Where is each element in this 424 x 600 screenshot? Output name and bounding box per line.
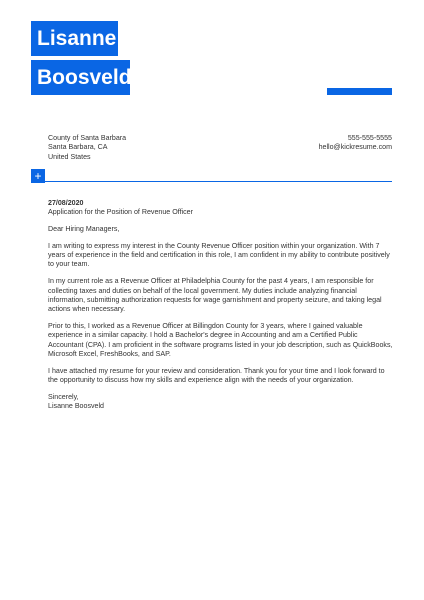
signature: Lisanne Boosveld <box>48 402 105 411</box>
phone: 555-555-5555 <box>347 134 392 142</box>
email: hello@kickresume.com <box>318 143 392 152</box>
letter-body <box>48 199 393 419</box>
closing: Sincerely, <box>48 392 79 401</box>
address-line: United States <box>48 152 91 161</box>
last-name: Boosveld <box>31 60 130 95</box>
address-line: County of Santa Barbara <box>48 134 127 142</box>
sender-contact <box>319 134 392 153</box>
first-name: Lisanne <box>31 21 118 56</box>
accent-bar <box>327 88 392 95</box>
sender-address <box>48 134 126 162</box>
paragraph: I am writing to express my interest in the County Revenue Officer position within your organization. With 7 years of experience in the field and certification in this role, I am confident in my ability to contribute positively to your team. <box>48 241 390 269</box>
plus-icon: + <box>31 169 45 183</box>
address-line: Santa Barbara, CA <box>48 143 108 152</box>
paragraph: In my current role as a Revenue Officer at Philadelphia County for the past 4 years, I am responsible for collecting taxes and duties on behalf of the local government. My duties include analyzing financial information, submitting authorization requests for wage garnishment and property seizure, and taking legal actions when necessary. <box>48 277 382 314</box>
salutation: Dear Hiring Managers, <box>48 225 120 234</box>
letter-subject: Application for the Position of Revenue Officer <box>48 208 193 217</box>
paragraph: I have attached my resume for your review and consideration. Thank you for your time and I look forward to the opportunity to discuss how my skills and experience align with the needs of your organization. <box>48 366 385 384</box>
paragraph: Prior to this, I worked as a Revenue Officer at Billingdon County for 3 years, where I gained valuable experience in a similar capacity. I hold a Bachelor's degree in Accounting and am a Certified Public Accountant (CPA). I am proficient in the software programs listed in your job description, such as QuickBooks, Microsoft Excel, FreshBooks, and SAP. <box>48 321 393 358</box>
letter-date: 27/08/2020 <box>48 199 84 207</box>
divider-line <box>45 181 392 182</box>
